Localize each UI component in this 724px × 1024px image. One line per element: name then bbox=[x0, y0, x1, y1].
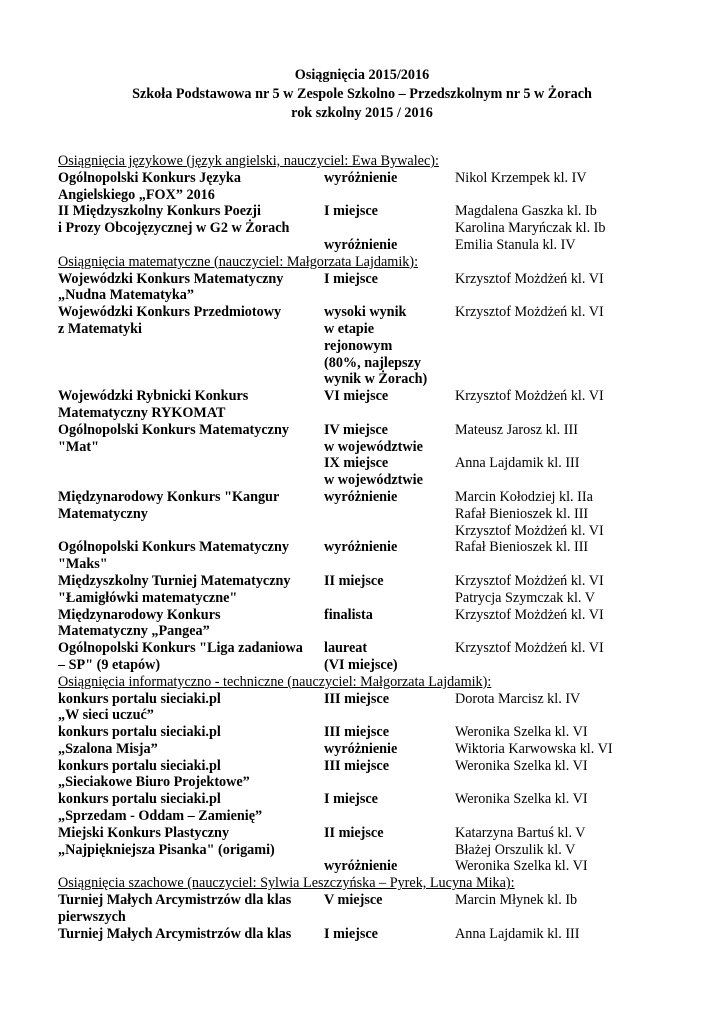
student-name: Katarzyna Bartuś kl. V bbox=[455, 824, 586, 841]
achievement-row bbox=[58, 455, 678, 489]
competition-name: Międzynarodowy Konkurs bbox=[58, 606, 221, 623]
students-cell bbox=[455, 892, 678, 926]
competition-cell bbox=[58, 455, 324, 489]
result-text: w województwie bbox=[324, 438, 423, 455]
result-text: III miejsce bbox=[324, 690, 390, 707]
result-text: wyróżnienie bbox=[324, 236, 398, 253]
competition-name: Wojewódzki Rybnicki Konkurs bbox=[58, 388, 249, 405]
competition-cell bbox=[58, 237, 324, 254]
students-cell bbox=[455, 203, 678, 237]
result-text: wynik w Żorach) bbox=[324, 371, 428, 388]
competition-name: Matematyczny RYKOMAT bbox=[58, 404, 226, 421]
achievement-row bbox=[58, 926, 678, 943]
competition-cell bbox=[58, 271, 324, 305]
competition-cell bbox=[58, 388, 324, 422]
competition-cell bbox=[58, 304, 324, 388]
result-text: VI miejsce bbox=[324, 388, 389, 405]
students-cell bbox=[455, 539, 678, 573]
competition-name: Wojewódzki Konkurs Przedmiotowy bbox=[58, 304, 282, 321]
section-title: Osiągnięcia szachowe (nauczyciel: Sylwia Leszczyńska – Pyrek, Lucyna Mika): bbox=[58, 875, 515, 892]
competition-name: "Łamigłówki matematyczne" bbox=[58, 589, 238, 606]
competition-cell bbox=[58, 825, 324, 859]
result-cell bbox=[324, 858, 455, 875]
result-cell bbox=[324, 640, 455, 674]
students-cell bbox=[455, 271, 678, 305]
result-text: wyróżnienie bbox=[324, 169, 398, 186]
result-text: w województwie bbox=[324, 472, 423, 489]
students-cell bbox=[455, 758, 678, 792]
result-cell bbox=[324, 607, 455, 641]
achievement-row bbox=[58, 825, 678, 859]
achievements-list bbox=[58, 153, 678, 942]
school-year: rok szkolny 2015 / 2016 bbox=[291, 105, 433, 121]
document-header bbox=[0, 66, 724, 123]
result-cell bbox=[324, 203, 455, 237]
students-cell bbox=[455, 422, 678, 456]
result-cell bbox=[324, 237, 455, 254]
result-text: laureat bbox=[324, 640, 368, 657]
result-text: I miejsce bbox=[324, 925, 378, 942]
student-name: Krzysztof Możdżeń kl. VI bbox=[455, 522, 604, 539]
students-cell bbox=[455, 573, 678, 607]
result-text: wyróżnienie bbox=[324, 539, 398, 556]
student-name: Krzysztof Możdżeń kl. VI bbox=[455, 572, 604, 589]
student-name: Marcin Młynek kl. Ib bbox=[455, 892, 578, 909]
student-name: Anna Lajdamik kl. III bbox=[455, 455, 580, 472]
students-cell bbox=[455, 858, 678, 875]
competition-name: Międzynarodowy Konkurs "Kangur bbox=[58, 488, 280, 505]
competition-name: Ogólnopolski Konkurs Matematyczny bbox=[58, 421, 289, 438]
competition-name: Angielskiego „FOX” 2016 bbox=[58, 186, 215, 203]
competition-name: konkurs portalu sieciaki.pl bbox=[58, 690, 221, 707]
achievement-row bbox=[58, 539, 678, 573]
competition-name: „Szalona Misja” bbox=[58, 740, 158, 757]
student-name: Rafał Bienioszek kl. III bbox=[455, 539, 589, 556]
result-cell bbox=[324, 170, 455, 204]
student-name: Rafał Bienioszek kl. III bbox=[455, 505, 589, 522]
achievement-row bbox=[58, 304, 678, 388]
competition-cell bbox=[58, 926, 324, 943]
competition-name: "Mat" bbox=[58, 438, 99, 455]
result-text: (VI miejsce) bbox=[324, 656, 398, 673]
competition-cell bbox=[58, 640, 324, 674]
achievement-row bbox=[58, 858, 678, 875]
students-cell bbox=[455, 691, 678, 725]
achievement-row bbox=[58, 607, 678, 641]
result-text: wysoki wynik bbox=[324, 304, 407, 321]
competition-name: "Maks" bbox=[58, 556, 108, 573]
competition-cell bbox=[58, 858, 324, 875]
achievement-row bbox=[58, 573, 678, 607]
competition-name: Matematyczny „Pangea” bbox=[58, 623, 210, 640]
student-name: Weronika Szelka kl. VI bbox=[455, 724, 588, 741]
student-name: Marcin Kołodziej kl. IIa bbox=[455, 488, 593, 505]
result-text: finalista bbox=[324, 606, 373, 623]
students-cell bbox=[455, 640, 678, 674]
students-cell bbox=[455, 170, 678, 204]
competition-name: II Międzyszkolny Konkurs Poezji bbox=[58, 203, 261, 220]
competition-name: Ogólnopolski Konkurs Matematyczny bbox=[58, 539, 289, 556]
achievement-row bbox=[58, 422, 678, 456]
students-cell bbox=[455, 489, 678, 539]
section-title: Osiągnięcia matematyczne (nauczyciel: Małgorzata Lajdamik): bbox=[58, 253, 419, 270]
student-name: Błażej Orszulik kl. V bbox=[455, 841, 576, 858]
competition-name: i Prozy Obcojęzycznej w G2 w Żorach bbox=[58, 220, 290, 237]
school-name: Szkoła Podstawowa nr 5 w Zespole Szkolno – Przedszkolnym nr 5 w Żorach bbox=[132, 86, 592, 102]
competition-name: z Matematyki bbox=[58, 320, 142, 337]
result-cell bbox=[324, 422, 455, 456]
achievement-row bbox=[58, 271, 678, 305]
competition-name: konkurs portalu sieciaki.pl bbox=[58, 757, 221, 774]
result-text: rejonowym bbox=[324, 337, 393, 354]
competition-cell bbox=[58, 691, 324, 725]
result-cell bbox=[324, 892, 455, 926]
competition-cell bbox=[58, 724, 324, 758]
achievement-row bbox=[58, 724, 678, 758]
competition-name: konkurs portalu sieciaki.pl bbox=[58, 791, 221, 808]
student-name: Patrycja Szymczak kl. V bbox=[455, 589, 595, 606]
competition-name: Turniej Małych Arcymistrzów dla klas bbox=[58, 925, 292, 942]
competition-cell bbox=[58, 170, 324, 204]
competition-name: Miejski Konkurs Plastyczny bbox=[58, 824, 230, 841]
result-cell bbox=[324, 724, 455, 758]
result-cell bbox=[324, 825, 455, 859]
competition-name: „Sprzedam - Oddam – Zamienię” bbox=[58, 808, 263, 825]
result-cell bbox=[324, 573, 455, 607]
students-cell bbox=[455, 724, 678, 758]
competition-name: „Najpiękniejsza Pisanka" (origami) bbox=[58, 841, 275, 858]
result-text: wyróżnienie bbox=[324, 488, 398, 505]
achievement-row bbox=[58, 892, 678, 926]
achievement-row bbox=[58, 791, 678, 825]
student-name: Krzysztof Możdżeń kl. VI bbox=[455, 606, 604, 623]
competition-name: Ogólnopolski Konkurs "Liga zadaniowa bbox=[58, 640, 303, 657]
competition-name: Ogólnopolski Konkurs Języka bbox=[58, 169, 241, 186]
result-text: II miejsce bbox=[324, 572, 384, 589]
result-cell bbox=[324, 455, 455, 489]
result-text: II miejsce bbox=[324, 824, 384, 841]
competition-name: Turniej Małych Arcymistrzów dla klas bbox=[58, 892, 292, 909]
achievement-row bbox=[58, 388, 678, 422]
section-title: Osiągnięcia językowe (język angielski, nauczyciel: Ewa Bywalec): bbox=[58, 153, 439, 169]
competition-cell bbox=[58, 203, 324, 237]
student-name: Emilia Stanula kl. IV bbox=[455, 236, 576, 253]
achievement-row bbox=[58, 237, 678, 254]
student-name: Wiktoria Karwowska kl. VI bbox=[455, 740, 613, 757]
students-cell bbox=[455, 926, 678, 943]
result-text: w etapie bbox=[324, 320, 375, 337]
achievement-row bbox=[58, 640, 678, 674]
competition-cell bbox=[58, 539, 324, 573]
competition-name: „Nudna Matematyka” bbox=[58, 287, 194, 304]
competition-name: „W sieci uczuć” bbox=[58, 707, 154, 724]
result-text: I miejsce bbox=[324, 203, 378, 220]
achievement-row bbox=[58, 203, 678, 237]
result-cell bbox=[324, 791, 455, 825]
result-text: I miejsce bbox=[324, 791, 378, 808]
student-name: Krzysztof Możdżeń kl. VI bbox=[455, 270, 604, 287]
achievement-row bbox=[58, 170, 678, 204]
result-text: I miejsce bbox=[324, 270, 378, 287]
result-text: IX miejsce bbox=[324, 455, 389, 472]
competition-cell bbox=[58, 422, 324, 456]
competition-name: konkurs portalu sieciaki.pl bbox=[58, 724, 221, 741]
document-title: Osiągnięcia 2015/2016 bbox=[294, 67, 430, 83]
competition-cell bbox=[58, 758, 324, 792]
student-name: Weronika Szelka kl. VI bbox=[455, 791, 588, 808]
students-cell bbox=[455, 304, 678, 388]
result-cell bbox=[324, 758, 455, 792]
competition-name: Międzyszkolny Turniej Matematyczny bbox=[58, 572, 291, 589]
achievement-row bbox=[58, 489, 678, 539]
student-name: Dorota Marcisz kl. IV bbox=[455, 690, 581, 707]
result-cell bbox=[324, 539, 455, 573]
competition-cell bbox=[58, 573, 324, 607]
competition-cell bbox=[58, 607, 324, 641]
result-cell bbox=[324, 304, 455, 388]
result-text: wyróżnienie bbox=[324, 740, 398, 757]
student-name: Nikol Krzempek kl. IV bbox=[455, 169, 587, 186]
competition-cell bbox=[58, 489, 324, 539]
competition-name: – SP" (9 etapów) bbox=[58, 656, 161, 673]
competition-cell bbox=[58, 892, 324, 926]
result-cell bbox=[324, 489, 455, 539]
result-text: III miejsce bbox=[324, 757, 390, 774]
student-name: Mateusz Jarosz kl. III bbox=[455, 421, 578, 438]
result-cell bbox=[324, 691, 455, 725]
student-name: Magdalena Gaszka kl. Ib bbox=[455, 203, 597, 220]
result-text: III miejsce bbox=[324, 724, 390, 741]
students-cell bbox=[455, 388, 678, 422]
student-name: Krzysztof Możdżeń kl. VI bbox=[455, 640, 604, 657]
competition-name: Wojewódzki Konkurs Matematyczny bbox=[58, 270, 284, 287]
result-text: wyróżnienie bbox=[324, 858, 398, 875]
students-cell bbox=[455, 825, 678, 859]
students-cell bbox=[455, 237, 678, 254]
result-cell bbox=[324, 388, 455, 422]
achievement-row bbox=[58, 691, 678, 725]
student-name: Anna Lajdamik kl. III bbox=[455, 925, 580, 942]
competition-name: pierwszych bbox=[58, 908, 126, 925]
result-text: V miejsce bbox=[324, 892, 383, 909]
competition-name: Matematyczny bbox=[58, 505, 148, 522]
achievement-row bbox=[58, 758, 678, 792]
competition-cell bbox=[58, 791, 324, 825]
student-name: Krzysztof Możdżeń kl. VI bbox=[455, 304, 604, 321]
result-text: IV miejsce bbox=[324, 421, 388, 438]
student-name: Karolina Maryńczak kl. Ib bbox=[455, 220, 606, 237]
student-name: Krzysztof Możdżeń kl. VI bbox=[455, 388, 604, 405]
section-title: Osiągnięcia informatyczno - techniczne (nauczyciel: Małgorzata Lajdamik): bbox=[58, 673, 492, 690]
competition-name: „Sieciakowe Biuro Projektowe” bbox=[58, 774, 250, 791]
student-name: Weronika Szelka kl. VI bbox=[455, 757, 588, 774]
result-text: (80%, najlepszy bbox=[324, 354, 421, 371]
result-cell bbox=[324, 271, 455, 305]
result-cell bbox=[324, 926, 455, 943]
students-cell bbox=[455, 791, 678, 825]
student-name: Weronika Szelka kl. VI bbox=[455, 858, 588, 875]
students-cell bbox=[455, 607, 678, 641]
students-cell bbox=[455, 455, 678, 489]
